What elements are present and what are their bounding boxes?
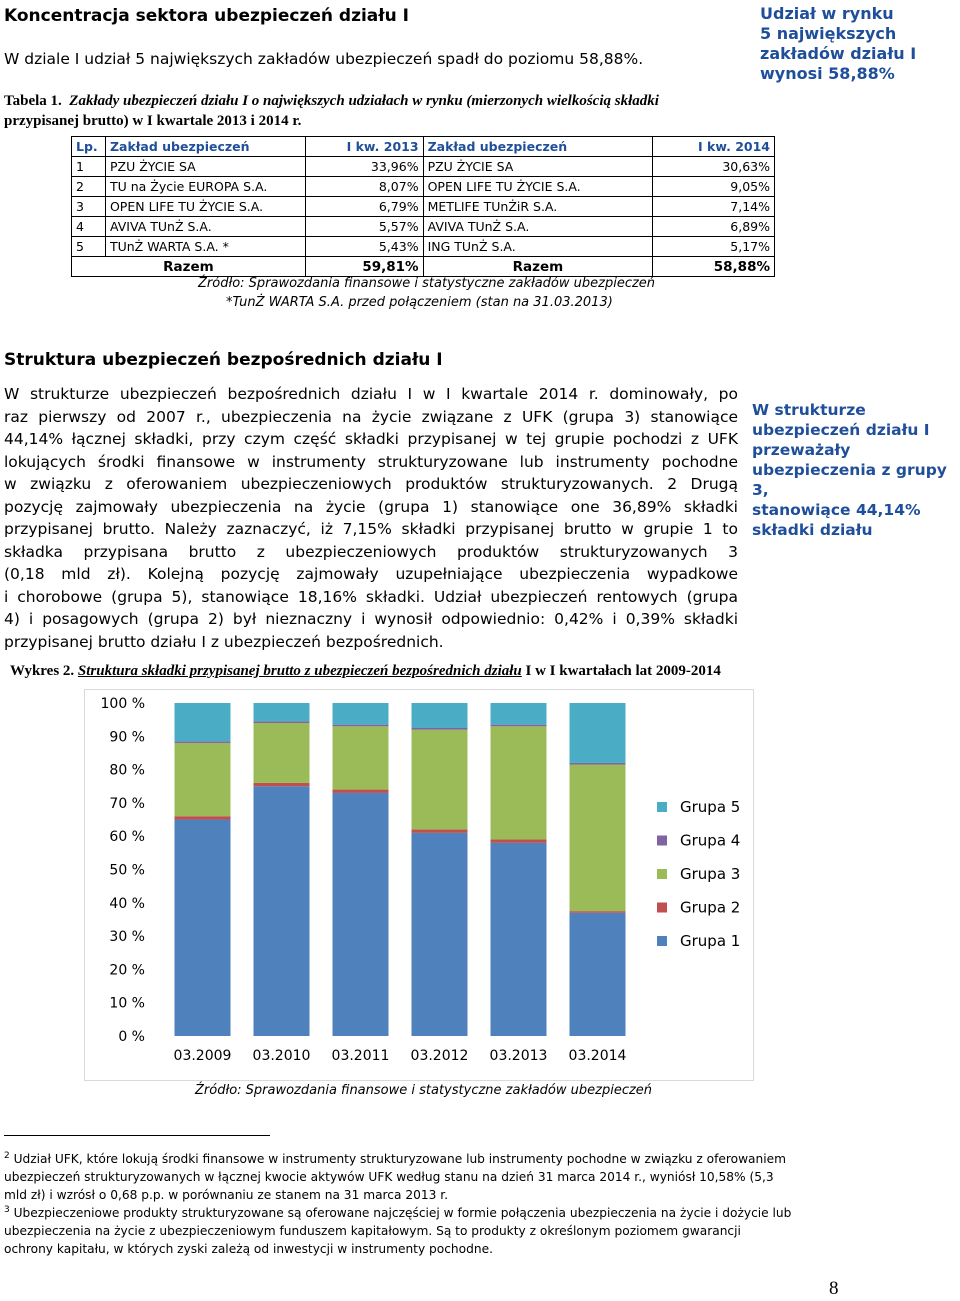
y-tick-label: 60 % <box>109 829 145 846</box>
bar-segment-grupa-5 <box>570 703 626 763</box>
y-tick-label: 30 % <box>109 929 145 946</box>
table-source: Źródło: Sprawozdania finansowe i statystyczne zakładów ubezpieczeń <box>198 276 656 291</box>
y-tick-label: 90 % <box>109 729 145 746</box>
total-2014: 58,88% <box>653 257 775 277</box>
bar-segment-grupa-3 <box>491 726 547 839</box>
x-tick-label: 03.2009 <box>173 1048 232 1064</box>
footnote-2: $^2$ Udział UFK, które lokują środki finansowe w instrumenty strukturyzowane lub instrumenty pochodne w związku z oferowaniem ubezpieczeń strukturyzowanych w łącznej kwocie aktywów UFK według stanu na dzień 31 marca 2014 r., wyniósł 10,58% (5,3 mld zł) i wzrósł o 0,68 p.p. w porównaniu ze stanem na 31 marca 2013 r. <box>4 1151 786 1203</box>
bar-segment-grupa-5 <box>491 703 547 725</box>
bar-segment-grupa-2 <box>491 840 547 843</box>
cell-insurer: TU na Życie EUROPA S.A. <box>105 177 305 197</box>
legend-label: Grupa 5 <box>680 798 741 816</box>
cell-share: 6,89% <box>653 217 775 237</box>
section-title-structure: Struktura ubezpieczeń bezpośrednich działu I <box>4 350 443 370</box>
legend-swatch <box>657 869 667 879</box>
bar-segment-grupa-2 <box>175 816 231 819</box>
table-note: *TunŻ WARTA S.A. przed połączeniem (stan na 31.03.2013) <box>226 295 613 310</box>
side-note-market-share: Udział w rynku 5 największych zakładów działu I wynosi 58,88% <box>760 4 917 83</box>
bar-segment-grupa-5 <box>254 703 310 721</box>
y-tick-label: 10 % <box>109 995 145 1012</box>
cell-share: 9,05% <box>653 177 775 197</box>
legend-swatch <box>657 802 667 812</box>
total-label: Razem <box>72 257 306 277</box>
side-note-group3: W strukturze ubezpieczeń działu I przeważały ubezpieczenia z grupy 3, stanowiące 44,14% składki działu <box>752 401 947 539</box>
bar-segment-grupa-1 <box>333 793 389 1036</box>
footnote-separator <box>4 1135 270 1136</box>
cell-insurer: PZU ŻYCIE SA <box>423 157 653 177</box>
bar-segment-grupa-1 <box>254 786 310 1036</box>
cell-insurer: AVIVA TUnŻ S.A. <box>423 217 653 237</box>
page-number: 8 <box>829 1278 839 1299</box>
cell-insurer: METLIFE TUnŻiR S.A. <box>423 197 653 217</box>
table-total-row <box>72 257 775 277</box>
y-tick-label: 70 % <box>109 795 145 812</box>
cell-share: 7,14% <box>653 197 775 217</box>
bar-segment-grupa-4 <box>491 725 547 727</box>
x-tick-label: 03.2012 <box>410 1048 469 1064</box>
header-q1-2014: I kw. 2014 <box>653 137 775 157</box>
bar-segment-grupa-3 <box>570 765 626 912</box>
bar-segment-grupa-1 <box>570 913 626 1036</box>
legend-label: Grupa 3 <box>680 865 741 883</box>
table-caption: Tabela 1. Zakłady ubezpieczeń działu I o największych udziałach w rynku (mierzonych wielkością składki przypisanej brutto) w I kwartale 2013 i 2014 r. <box>4 93 659 129</box>
cell-lp: 4 <box>72 217 106 237</box>
cell-share: 8,07% <box>305 177 423 197</box>
table-row <box>72 237 775 257</box>
cell-share: 5,17% <box>653 237 775 257</box>
chart-source: Źródło: Sprawozdania finansowe i statystyczne zakładów ubezpieczeń <box>195 1083 653 1098</box>
header-insurer-2013: Zakład ubezpieczeń <box>105 137 305 157</box>
cell-share: 33,96% <box>305 157 423 177</box>
cell-insurer: ING TUnŻ S.A. <box>423 237 653 257</box>
y-tick-label: 100 % <box>100 696 145 712</box>
bar-segment-grupa-5 <box>333 703 389 725</box>
cell-lp: 1 <box>72 157 106 177</box>
header-q1-2013: I kw. 2013 <box>305 137 423 157</box>
bar-segment-grupa-5 <box>175 703 231 741</box>
y-tick-label: 50 % <box>109 862 145 879</box>
bar-segment-grupa-3 <box>412 730 468 830</box>
intro-text: W dziale I udział 5 największych zakładów ubezpieczeń spadł do poziomu 58,88%. <box>4 50 644 68</box>
cell-insurer: AVIVA TUnŻ S.A. <box>105 217 305 237</box>
cell-share: 5,43% <box>305 237 423 257</box>
bar-segment-grupa-4 <box>175 741 231 743</box>
total-label: Razem <box>423 257 653 277</box>
bar-segment-grupa-2 <box>412 830 468 833</box>
bar-segment-grupa-3 <box>254 723 310 783</box>
bar-segment-grupa-3 <box>333 726 389 789</box>
cell-insurer: PZU ŻYCIE SA <box>105 157 305 177</box>
footnote-3: $^3$ Ubezpieczeniowe produkty strukturyzowane są oferowane najczęściej w formie połączenia ubezpieczenia na życie i dożycie lub ubezpieczenia na życie z ubezpieczeniowym funduszem kapitałowym. Są to produkty z określonym poziomem gwarancji ochrony kapitału, w których zyski zależą od inwestycji w instrumenty pochodne. <box>4 1205 792 1257</box>
x-tick-label: 03.2011 <box>331 1048 390 1064</box>
table-row <box>72 177 775 197</box>
x-tick-label: 03.2014 <box>568 1048 627 1064</box>
table-row <box>72 217 775 237</box>
legend-label: Grupa 1 <box>680 932 741 950</box>
legend-swatch <box>657 903 667 913</box>
table-row <box>72 157 775 177</box>
cell-lp: 5 <box>72 237 106 257</box>
header-lp: Lp. <box>72 137 106 157</box>
bar-segment-grupa-3 <box>175 743 231 816</box>
header-insurer-2014: Zakład ubezpieczeń <box>423 137 653 157</box>
structure-paragraph: W strukturze ubezpieczeń bezpośrednich działu I w I kwartale 2014 r. dominowały, po raz pierwszy od 2007 r., ubezpieczenia na życie związane z UFK (grupa 3) stanowiące 44,14% łącznej składki, przy czym część składki przypisanej w tej grupie pochodzi z UFK lokujących środki finansowe w instrumenty strukturyzowane lub instrumenty pochodne w związku z oferowaniem ubezpieczeniowych produktów strukturyzowanych. 2 Drugą pozycję zajmowały ubezpieczenia na życie (grupa 1) stanowiące one 36,89% składki przypisanej brutto. Należy zaznaczyć, iż 7,15% składki przypisanej brutto w grupie 1 to składka przypisana brutto z ubezpieczeniowych produktów strukturyzowanych 3 (0,18 mld zł). Kolejną pozycję zajmowały uzupełniające ubezpieczenia wypadkowe i chorobowe (grupa 5), stanowiące 18,16% składki. Udział ubezpieczeń rentowych (grupa 4) i posagowych (grupa 2) był nieznaczny i wynosił odpowiednio: 0,42% i 0,39% składki przypisanej brutto działu I z ubezpieczeń bezpośrednich. <box>4 385 738 651</box>
y-tick-label: 80 % <box>109 762 145 779</box>
bar-segment-grupa-1 <box>491 843 547 1036</box>
cell-insurer: TUnŻ WARTA S.A. * <box>105 237 305 257</box>
cell-share: 6,79% <box>305 197 423 217</box>
cell-lp: 3 <box>72 197 106 217</box>
bar-segment-grupa-1 <box>412 833 468 1036</box>
table-header-row <box>72 137 775 157</box>
x-tick-label: 03.2013 <box>489 1048 548 1064</box>
y-tick-label: 0 % <box>118 1029 145 1045</box>
bar-segment-grupa-4 <box>412 728 468 730</box>
bar-segment-grupa-2 <box>570 911 626 913</box>
bar-segment-grupa-4 <box>254 721 310 723</box>
cell-insurer: OPEN LIFE TU ŻYCIE S.A. <box>105 197 305 217</box>
cell-share: 5,57% <box>305 217 423 237</box>
bar-segment-grupa-2 <box>333 790 389 793</box>
bar-segment-grupa-4 <box>333 725 389 727</box>
legend-swatch <box>657 936 667 946</box>
bar-segment-grupa-4 <box>570 763 626 765</box>
bar-segment-grupa-5 <box>412 703 468 728</box>
table-row <box>72 197 775 217</box>
legend-label: Grupa 2 <box>680 898 741 917</box>
legend-swatch <box>657 836 667 846</box>
y-tick-label: 20 % <box>109 962 145 979</box>
cell-share: 30,63% <box>653 157 775 177</box>
ranking-table <box>71 136 775 277</box>
total-2013: 59,81% <box>305 257 423 277</box>
bar-segment-grupa-1 <box>175 820 231 1036</box>
chart-caption: Wykres 2. Struktura składki przypisanej brutto z ubezpieczeń bezpośrednich działu I w I kwartałach lat 2009-2014 <box>10 663 721 679</box>
cell-lp: 2 <box>72 177 106 197</box>
x-tick-label: 03.2010 <box>252 1048 311 1064</box>
cell-insurer: OPEN LIFE TU ŻYCIE S.A. <box>423 177 653 197</box>
y-tick-label: 40 % <box>109 895 145 912</box>
stacked-bar-chart <box>85 690 753 1080</box>
chart-container <box>84 689 754 1081</box>
bar-segment-grupa-2 <box>254 783 310 786</box>
section-title-concentration: Koncentracja sektora ubezpieczeń działu I <box>4 6 409 26</box>
legend-label: Grupa 4 <box>680 831 741 850</box>
